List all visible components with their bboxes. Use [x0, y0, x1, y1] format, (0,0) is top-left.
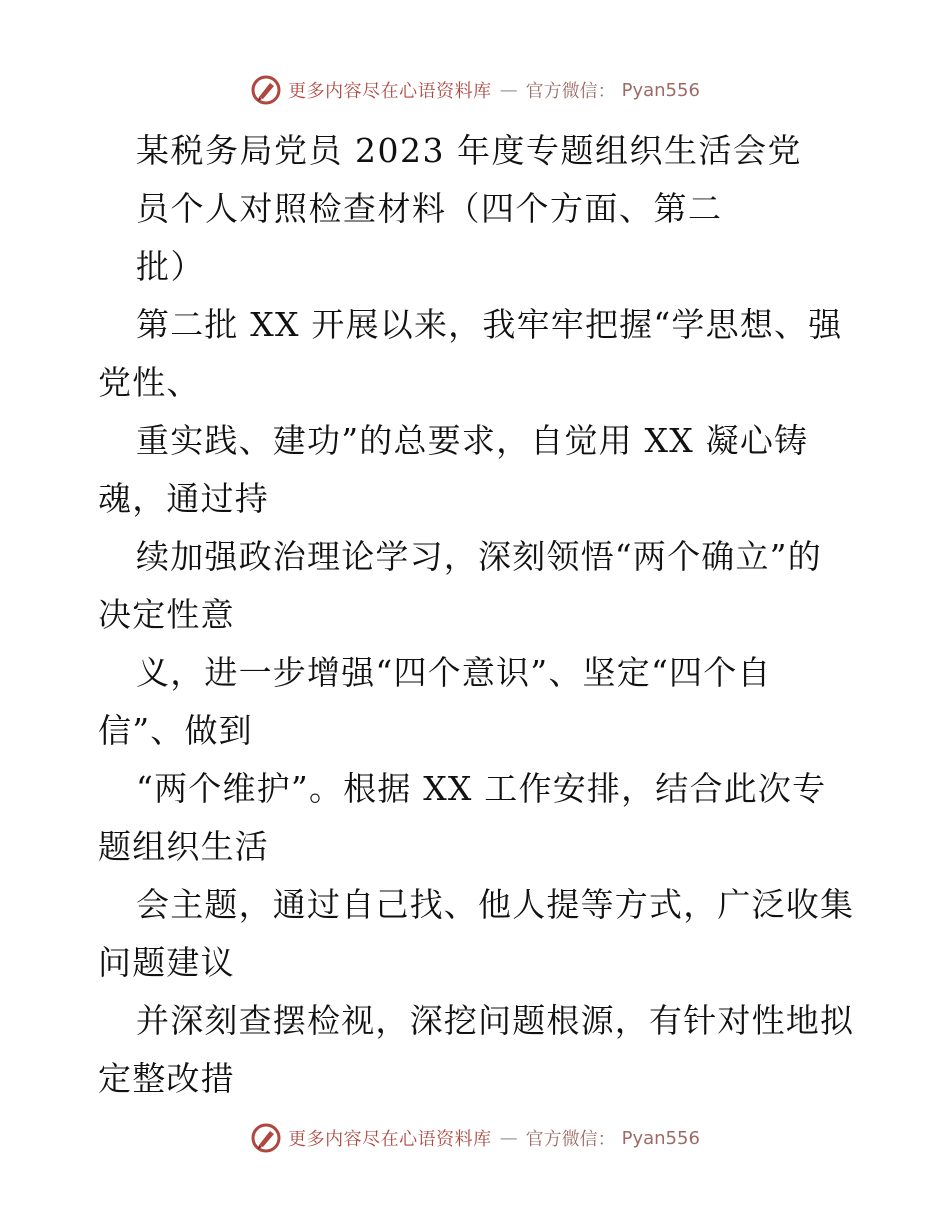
paragraph-line: 魂，通过持 — [98, 479, 269, 518]
pen-circle-icon — [250, 1122, 282, 1154]
paragraph-line: 定整改措 — [98, 1059, 235, 1098]
banner-slogan: 更多内容尽在心语资料库 — [288, 81, 492, 102]
pen-circle-icon — [250, 74, 282, 106]
title-line-3: 批） — [136, 247, 205, 286]
paragraph-line: 义，进一步增强“四个意识”、坚定“四个自 — [136, 653, 772, 692]
banner-wechat-label: 官方微信： — [525, 81, 616, 102]
banner-separator: — — [499, 1127, 518, 1149]
paragraph-line: 信”、做到 — [98, 711, 253, 750]
paragraph-line: 会主题，通过自己找、他人提等方式，广泛收集 — [136, 885, 855, 924]
banner-separator: — — [499, 79, 518, 101]
paragraph-line: 续加强政治理论学习，深刻领悟“两个确立”的 — [136, 537, 822, 576]
title-line-2: 员个人对照检查材料（四个方面、第二 — [136, 189, 723, 228]
banner-wechat-id: Pyan556 — [621, 79, 700, 101]
paragraph-line: 第二批 XX 开展以来，我牢牢把握“学思想、强 — [136, 305, 843, 344]
banner-slogan: 更多内容尽在心语资料库 — [288, 1129, 492, 1150]
paragraph-line: 问题建议 — [98, 943, 235, 982]
paragraph-line: 重实践、建功”的总要求，自觉用 XX 凝心铸 — [136, 421, 809, 460]
footer-banner — [0, 1122, 950, 1154]
banner-wechat-id: Pyan556 — [621, 1127, 700, 1149]
paragraph-line: “两个维护”。根据 XX 工作安排，结合此次专 — [136, 769, 827, 808]
paragraph-line: 党性、 — [98, 363, 201, 402]
title-line-1: 某税务局党员 2023 年度专题组织生活会党 — [136, 131, 802, 170]
header-banner — [0, 74, 950, 106]
paragraph-line: 题组织生活 — [98, 827, 269, 866]
paragraph-line: 决定性意 — [98, 595, 235, 634]
banner-wechat-label: 官方微信： — [525, 1129, 616, 1150]
document-body — [98, 122, 858, 1108]
paragraph-line: 并深刻查摆检视，深挖问题根源，有针对性地拟 — [136, 1001, 855, 1040]
